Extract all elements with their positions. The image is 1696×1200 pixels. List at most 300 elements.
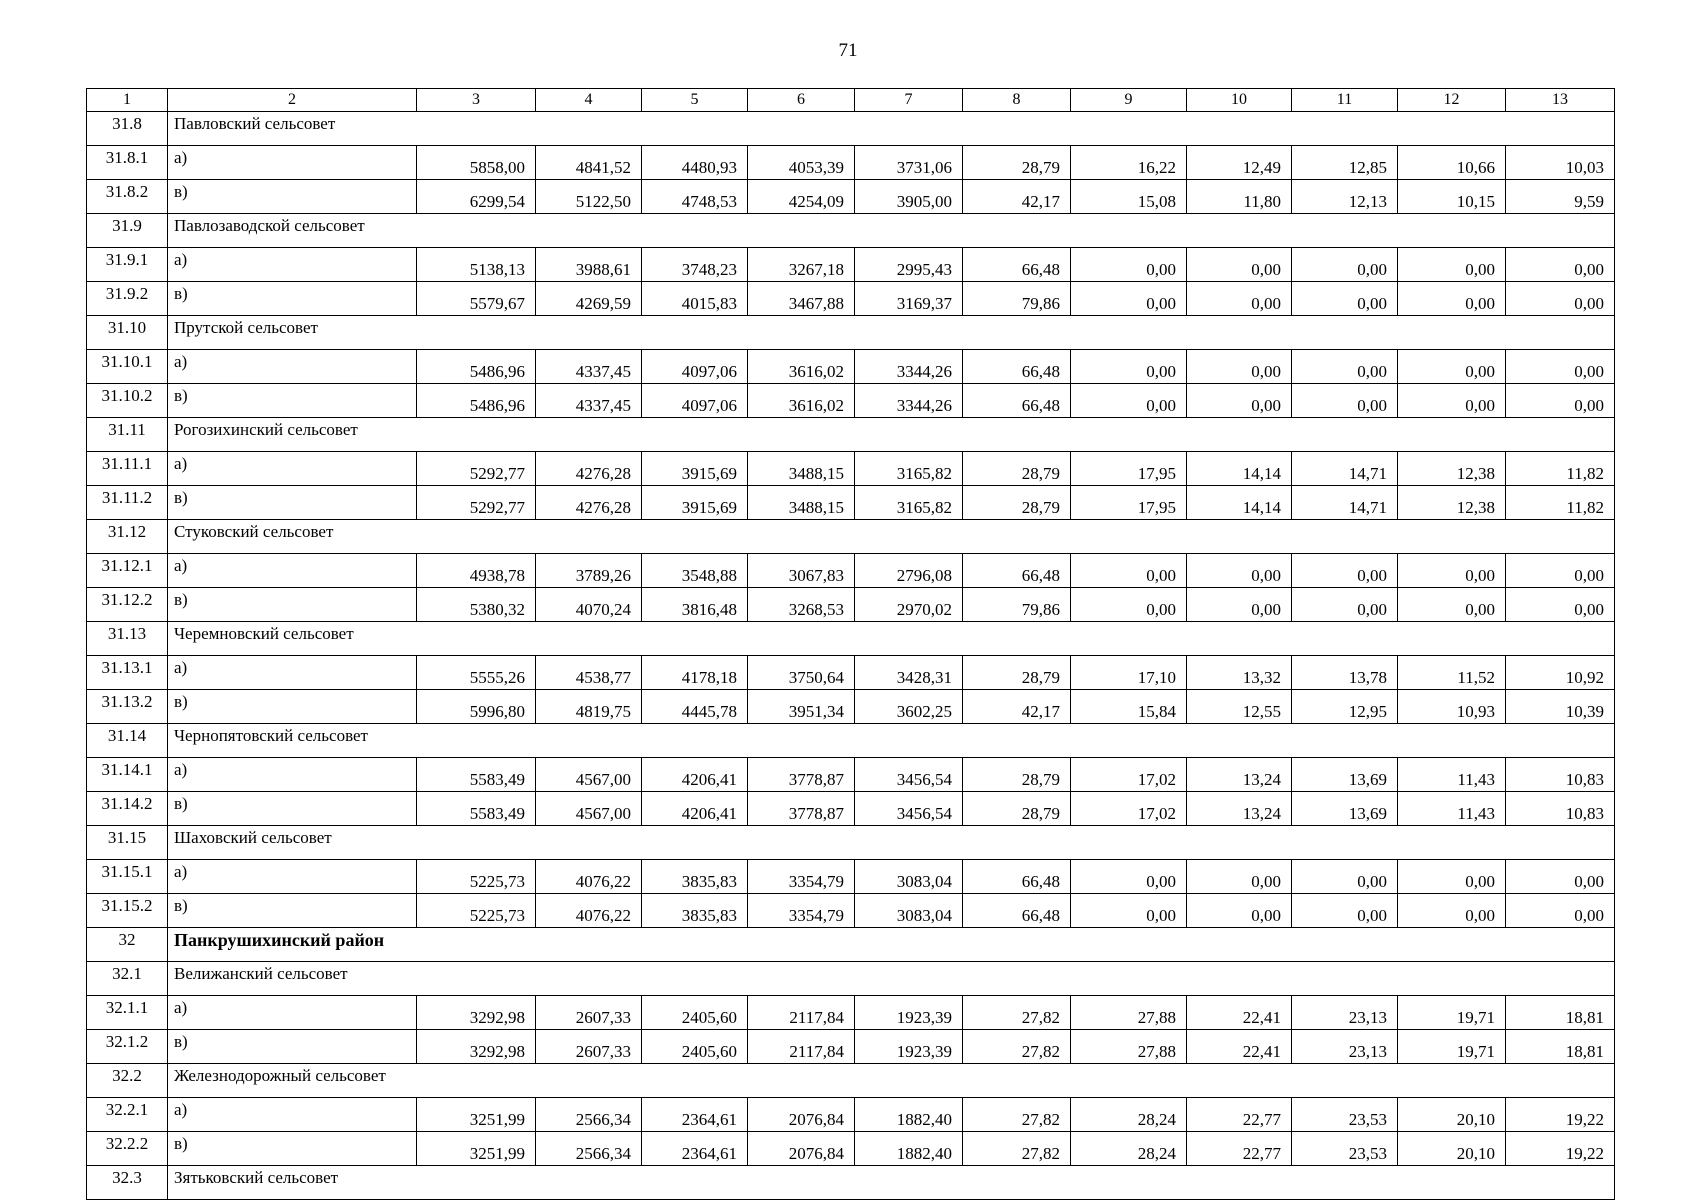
value-cell: 10,92 (1506, 656, 1615, 690)
value-cell: 27,82 (963, 996, 1071, 1030)
value-cell: 3789,26 (536, 554, 642, 588)
table-row (87, 792, 1615, 826)
row-label: а) (168, 758, 417, 792)
value-cell: 3778,87 (748, 792, 855, 826)
row-number: 31.11 (87, 418, 168, 452)
value-cell: 2796,08 (855, 554, 963, 588)
row-label: в) (168, 1030, 417, 1064)
value-cell: 12,95 (1292, 690, 1398, 724)
value-cell: 17,10 (1071, 656, 1187, 690)
value-cell: 79,86 (963, 282, 1071, 316)
value-cell: 3748,23 (642, 248, 748, 282)
value-cell: 4445,78 (642, 690, 748, 724)
table-row (87, 486, 1615, 520)
section-title: Шаховский сельсовет (168, 826, 1615, 860)
section-title: Павлозаводской сельсовет (168, 214, 1615, 248)
value-cell: 13,24 (1187, 758, 1292, 792)
row-label: в) (168, 690, 417, 724)
value-cell: 4276,28 (536, 452, 642, 486)
value-cell: 0,00 (1292, 248, 1398, 282)
value-cell: 0,00 (1506, 384, 1615, 418)
value-cell: 15,84 (1071, 690, 1187, 724)
value-cell: 0,00 (1398, 554, 1506, 588)
column-number-header: 5 (642, 89, 748, 112)
value-cell: 0,00 (1071, 860, 1187, 894)
value-cell: 66,48 (963, 350, 1071, 384)
value-cell: 4076,22 (536, 860, 642, 894)
row-label: а) (168, 860, 417, 894)
row-number: 32.1.1 (87, 996, 168, 1030)
value-cell: 12,85 (1292, 146, 1398, 180)
value-cell: 27,82 (963, 1030, 1071, 1064)
value-cell: 3251,99 (417, 1098, 536, 1132)
row-label: а) (168, 350, 417, 384)
value-cell: 3169,37 (855, 282, 963, 316)
value-cell: 2117,84 (748, 1030, 855, 1064)
value-cell: 5380,32 (417, 588, 536, 622)
value-cell: 0,00 (1292, 384, 1398, 418)
section-title: Велижанский сельсовет (168, 962, 1615, 996)
table-row (87, 248, 1615, 282)
value-cell: 10,03 (1506, 146, 1615, 180)
value-cell: 13,69 (1292, 792, 1398, 826)
value-cell: 2405,60 (642, 996, 748, 1030)
value-cell: 2364,61 (642, 1132, 748, 1166)
value-cell: 28,24 (1071, 1098, 1187, 1132)
row-label: в) (168, 282, 417, 316)
row-label: а) (168, 146, 417, 180)
value-cell: 17,95 (1071, 452, 1187, 486)
value-cell: 0,00 (1506, 894, 1615, 928)
table-row (87, 180, 1615, 214)
value-cell: 66,48 (963, 894, 1071, 928)
row-number: 31.13.1 (87, 656, 168, 690)
value-cell: 66,48 (963, 554, 1071, 588)
value-cell: 28,24 (1071, 1132, 1187, 1166)
value-cell: 22,77 (1187, 1098, 1292, 1132)
row-number: 32.2.2 (87, 1132, 168, 1166)
section-row (87, 1166, 1615, 1200)
value-cell: 3915,69 (642, 452, 748, 486)
value-cell: 3067,83 (748, 554, 855, 588)
value-cell: 4097,06 (642, 384, 748, 418)
value-cell: 5292,77 (417, 486, 536, 520)
value-cell: 2076,84 (748, 1098, 855, 1132)
value-cell: 11,52 (1398, 656, 1506, 690)
value-cell: 4819,75 (536, 690, 642, 724)
row-number: 31.12.2 (87, 588, 168, 622)
value-cell: 3905,00 (855, 180, 963, 214)
value-cell: 15,08 (1071, 180, 1187, 214)
value-cell: 11,80 (1187, 180, 1292, 214)
value-cell: 18,81 (1506, 1030, 1615, 1064)
table-row (87, 452, 1615, 486)
value-cell: 2117,84 (748, 996, 855, 1030)
value-cell: 12,55 (1187, 690, 1292, 724)
section-row (87, 316, 1615, 350)
value-cell: 3428,31 (855, 656, 963, 690)
value-cell: 12,49 (1187, 146, 1292, 180)
row-number: 31.9 (87, 214, 168, 248)
value-cell: 3344,26 (855, 350, 963, 384)
row-number: 31.9.2 (87, 282, 168, 316)
value-cell: 42,17 (963, 690, 1071, 724)
value-cell: 17,95 (1071, 486, 1187, 520)
value-cell: 28,79 (963, 452, 1071, 486)
value-cell: 66,48 (963, 860, 1071, 894)
value-cell: 79,86 (963, 588, 1071, 622)
value-cell: 1923,39 (855, 1030, 963, 1064)
value-cell: 5225,73 (417, 860, 536, 894)
value-cell: 0,00 (1398, 894, 1506, 928)
table-row (87, 1030, 1615, 1064)
value-cell: 14,71 (1292, 452, 1398, 486)
row-number: 31.8.2 (87, 180, 168, 214)
value-cell: 2607,33 (536, 1030, 642, 1064)
row-label: в) (168, 792, 417, 826)
tariff-table (86, 88, 1615, 1200)
value-cell: 4337,45 (536, 350, 642, 384)
section-title: Чернопятовский сельсовет (168, 724, 1615, 758)
section-row (87, 724, 1615, 758)
value-cell: 12,13 (1292, 180, 1398, 214)
value-cell: 27,88 (1071, 1030, 1187, 1064)
value-cell: 3750,64 (748, 656, 855, 690)
row-number: 31.14.1 (87, 758, 168, 792)
value-cell: 2364,61 (642, 1098, 748, 1132)
value-cell: 4178,18 (642, 656, 748, 690)
value-cell: 3467,88 (748, 282, 855, 316)
table-row (87, 588, 1615, 622)
section-row (87, 962, 1615, 996)
value-cell: 0,00 (1187, 588, 1292, 622)
value-cell: 0,00 (1187, 248, 1292, 282)
value-cell: 3344,26 (855, 384, 963, 418)
row-label: а) (168, 452, 417, 486)
table-row (87, 1132, 1615, 1166)
value-cell: 13,24 (1187, 792, 1292, 826)
value-cell: 4206,41 (642, 758, 748, 792)
row-number: 32.2.1 (87, 1098, 168, 1132)
value-cell: 0,00 (1187, 894, 1292, 928)
value-cell: 10,93 (1398, 690, 1506, 724)
value-cell: 4269,59 (536, 282, 642, 316)
table-row (87, 350, 1615, 384)
row-number: 32.1.2 (87, 1030, 168, 1064)
value-cell: 4748,53 (642, 180, 748, 214)
value-cell: 0,00 (1506, 588, 1615, 622)
value-cell: 6299,54 (417, 180, 536, 214)
value-cell: 1882,40 (855, 1132, 963, 1166)
value-cell: 0,00 (1506, 248, 1615, 282)
column-number-header: 6 (748, 89, 855, 112)
value-cell: 3267,18 (748, 248, 855, 282)
column-number-header: 3 (417, 89, 536, 112)
value-cell: 3548,88 (642, 554, 748, 588)
value-cell: 2076,84 (748, 1132, 855, 1166)
value-cell: 3616,02 (748, 350, 855, 384)
column-number-header: 10 (1187, 89, 1292, 112)
row-label: в) (168, 180, 417, 214)
section-title: Рогозихинский сельсовет (168, 418, 1615, 452)
section-row (87, 418, 1615, 452)
value-cell: 19,22 (1506, 1132, 1615, 1166)
value-cell: 0,00 (1506, 554, 1615, 588)
row-number: 31.11.1 (87, 452, 168, 486)
section-row (87, 112, 1615, 146)
section-title: Прутской сельсовет (168, 316, 1615, 350)
value-cell: 3488,15 (748, 486, 855, 520)
value-cell: 4076,22 (536, 894, 642, 928)
row-label: в) (168, 486, 417, 520)
section-title: Стуковский сельсовет (168, 520, 1615, 554)
value-cell: 0,00 (1187, 350, 1292, 384)
value-cell: 3835,83 (642, 894, 748, 928)
value-cell: 66,48 (963, 384, 1071, 418)
row-number: 31.13 (87, 622, 168, 656)
value-cell: 23,53 (1292, 1098, 1398, 1132)
value-cell: 22,77 (1187, 1132, 1292, 1166)
section-row (87, 520, 1615, 554)
value-cell: 0,00 (1187, 554, 1292, 588)
row-label: в) (168, 894, 417, 928)
value-cell: 27,82 (963, 1132, 1071, 1166)
value-cell: 14,14 (1187, 452, 1292, 486)
value-cell: 2405,60 (642, 1030, 748, 1064)
section-row (87, 826, 1615, 860)
value-cell: 3816,48 (642, 588, 748, 622)
row-number: 31.10 (87, 316, 168, 350)
value-cell: 2566,34 (536, 1098, 642, 1132)
row-number: 31.12 (87, 520, 168, 554)
value-cell: 5583,49 (417, 758, 536, 792)
value-cell: 17,02 (1071, 758, 1187, 792)
value-cell: 3354,79 (748, 860, 855, 894)
value-cell: 3731,06 (855, 146, 963, 180)
value-cell: 10,83 (1506, 792, 1615, 826)
value-cell: 13,69 (1292, 758, 1398, 792)
value-cell: 2607,33 (536, 996, 642, 1030)
row-number: 32.3 (87, 1166, 168, 1200)
value-cell: 4538,77 (536, 656, 642, 690)
value-cell: 0,00 (1398, 588, 1506, 622)
value-cell: 3292,98 (417, 1030, 536, 1064)
value-cell: 20,10 (1398, 1098, 1506, 1132)
value-cell: 11,82 (1506, 452, 1615, 486)
value-cell: 4053,39 (748, 146, 855, 180)
row-number: 32 (87, 928, 168, 962)
table-row (87, 554, 1615, 588)
value-cell: 3835,83 (642, 860, 748, 894)
value-cell: 11,43 (1398, 792, 1506, 826)
district-row (87, 928, 1615, 962)
section-title: Черемновский сельсовет (168, 622, 1615, 656)
column-number-header: 2 (168, 89, 417, 112)
value-cell: 23,13 (1292, 996, 1398, 1030)
value-cell: 5138,13 (417, 248, 536, 282)
table-row (87, 758, 1615, 792)
value-cell: 0,00 (1292, 350, 1398, 384)
value-cell: 5555,26 (417, 656, 536, 690)
value-cell: 3602,25 (855, 690, 963, 724)
value-cell: 28,79 (963, 792, 1071, 826)
value-cell: 3778,87 (748, 758, 855, 792)
value-cell: 4097,06 (642, 350, 748, 384)
value-cell: 4841,52 (536, 146, 642, 180)
value-cell: 11,82 (1506, 486, 1615, 520)
value-cell: 5579,67 (417, 282, 536, 316)
row-number: 31.15.1 (87, 860, 168, 894)
value-cell: 4070,24 (536, 588, 642, 622)
row-number: 31.10.1 (87, 350, 168, 384)
table-row (87, 656, 1615, 690)
column-number-header: 11 (1292, 89, 1398, 112)
value-cell: 5292,77 (417, 452, 536, 486)
value-cell: 0,00 (1071, 588, 1187, 622)
value-cell: 3083,04 (855, 860, 963, 894)
column-number-header: 1 (87, 89, 168, 112)
section-title: Панкрушихинский район (168, 928, 1615, 962)
value-cell: 14,71 (1292, 486, 1398, 520)
value-cell: 12,38 (1398, 452, 1506, 486)
row-number: 32.2 (87, 1064, 168, 1098)
value-cell: 23,13 (1292, 1030, 1398, 1064)
value-cell: 18,81 (1506, 996, 1615, 1030)
value-cell: 0,00 (1187, 384, 1292, 418)
value-cell: 1882,40 (855, 1098, 963, 1132)
value-cell: 27,88 (1071, 996, 1187, 1030)
value-cell: 5583,49 (417, 792, 536, 826)
row-number: 31.14 (87, 724, 168, 758)
section-title: Зятьковский сельсовет (168, 1166, 1615, 1200)
section-row (87, 1064, 1615, 1098)
value-cell: 3456,54 (855, 758, 963, 792)
row-number: 31.9.1 (87, 248, 168, 282)
value-cell: 0,00 (1071, 350, 1187, 384)
table-row (87, 894, 1615, 928)
value-cell: 12,38 (1398, 486, 1506, 520)
table-row (87, 1098, 1615, 1132)
row-label: а) (168, 656, 417, 690)
value-cell: 3616,02 (748, 384, 855, 418)
row-label: в) (168, 588, 417, 622)
column-number-header: 4 (536, 89, 642, 112)
value-cell: 3165,82 (855, 452, 963, 486)
value-cell: 16,22 (1071, 146, 1187, 180)
value-cell: 2566,34 (536, 1132, 642, 1166)
value-cell: 0,00 (1187, 282, 1292, 316)
value-cell: 5858,00 (417, 146, 536, 180)
value-cell: 4480,93 (642, 146, 748, 180)
value-cell: 5122,50 (536, 180, 642, 214)
value-cell: 17,02 (1071, 792, 1187, 826)
value-cell: 3268,53 (748, 588, 855, 622)
value-cell: 0,00 (1506, 350, 1615, 384)
value-cell: 0,00 (1292, 554, 1398, 588)
table-row (87, 860, 1615, 894)
row-number: 32.1 (87, 962, 168, 996)
value-cell: 42,17 (963, 180, 1071, 214)
value-cell: 23,53 (1292, 1132, 1398, 1166)
value-cell: 4567,00 (536, 758, 642, 792)
value-cell: 0,00 (1071, 248, 1187, 282)
value-cell: 4254,09 (748, 180, 855, 214)
value-cell: 28,79 (963, 486, 1071, 520)
value-cell: 0,00 (1187, 860, 1292, 894)
value-cell: 5486,96 (417, 350, 536, 384)
value-cell: 4276,28 (536, 486, 642, 520)
value-cell: 0,00 (1398, 282, 1506, 316)
row-number: 31.13.2 (87, 690, 168, 724)
value-cell: 3456,54 (855, 792, 963, 826)
value-cell: 22,41 (1187, 1030, 1292, 1064)
column-number-header: 9 (1071, 89, 1187, 112)
value-cell: 22,41 (1187, 996, 1292, 1030)
value-cell: 0,00 (1292, 588, 1398, 622)
section-title: Павловский сельсовет (168, 112, 1615, 146)
value-cell: 28,79 (963, 146, 1071, 180)
value-cell: 66,48 (963, 248, 1071, 282)
value-cell: 0,00 (1398, 860, 1506, 894)
value-cell: 0,00 (1506, 860, 1615, 894)
column-number-header: 13 (1506, 89, 1615, 112)
value-cell: 3951,34 (748, 690, 855, 724)
column-number-header: 12 (1398, 89, 1506, 112)
row-number: 31.12.1 (87, 554, 168, 588)
value-cell: 5996,80 (417, 690, 536, 724)
value-cell: 9,59 (1506, 180, 1615, 214)
section-row (87, 622, 1615, 656)
value-cell: 5486,96 (417, 384, 536, 418)
value-cell: 10,15 (1398, 180, 1506, 214)
value-cell: 5225,73 (417, 894, 536, 928)
table-row (87, 690, 1615, 724)
value-cell: 27,82 (963, 1098, 1071, 1132)
value-cell: 0,00 (1292, 860, 1398, 894)
value-cell: 3251,99 (417, 1132, 536, 1166)
value-cell: 13,32 (1187, 656, 1292, 690)
row-label: в) (168, 384, 417, 418)
table-row (87, 146, 1615, 180)
value-cell: 13,78 (1292, 656, 1398, 690)
row-number: 31.8 (87, 112, 168, 146)
value-cell: 4206,41 (642, 792, 748, 826)
value-cell: 3165,82 (855, 486, 963, 520)
table-row (87, 996, 1615, 1030)
value-cell: 10,83 (1506, 758, 1615, 792)
value-cell: 0,00 (1071, 282, 1187, 316)
value-cell: 4567,00 (536, 792, 642, 826)
row-label: а) (168, 248, 417, 282)
row-number: 31.10.2 (87, 384, 168, 418)
value-cell: 10,66 (1398, 146, 1506, 180)
value-cell: 11,43 (1398, 758, 1506, 792)
value-cell: 2995,43 (855, 248, 963, 282)
row-label: а) (168, 996, 417, 1030)
section-row (87, 214, 1615, 248)
value-cell: 19,22 (1506, 1098, 1615, 1132)
value-cell: 1923,39 (855, 996, 963, 1030)
page-number: 71 (838, 40, 858, 61)
value-cell: 4337,45 (536, 384, 642, 418)
value-cell: 28,79 (963, 758, 1071, 792)
value-cell: 19,71 (1398, 996, 1506, 1030)
row-number: 31.11.2 (87, 486, 168, 520)
value-cell: 14,14 (1187, 486, 1292, 520)
row-number: 31.15 (87, 826, 168, 860)
value-cell: 0,00 (1398, 248, 1506, 282)
column-number-header: 8 (963, 89, 1071, 112)
